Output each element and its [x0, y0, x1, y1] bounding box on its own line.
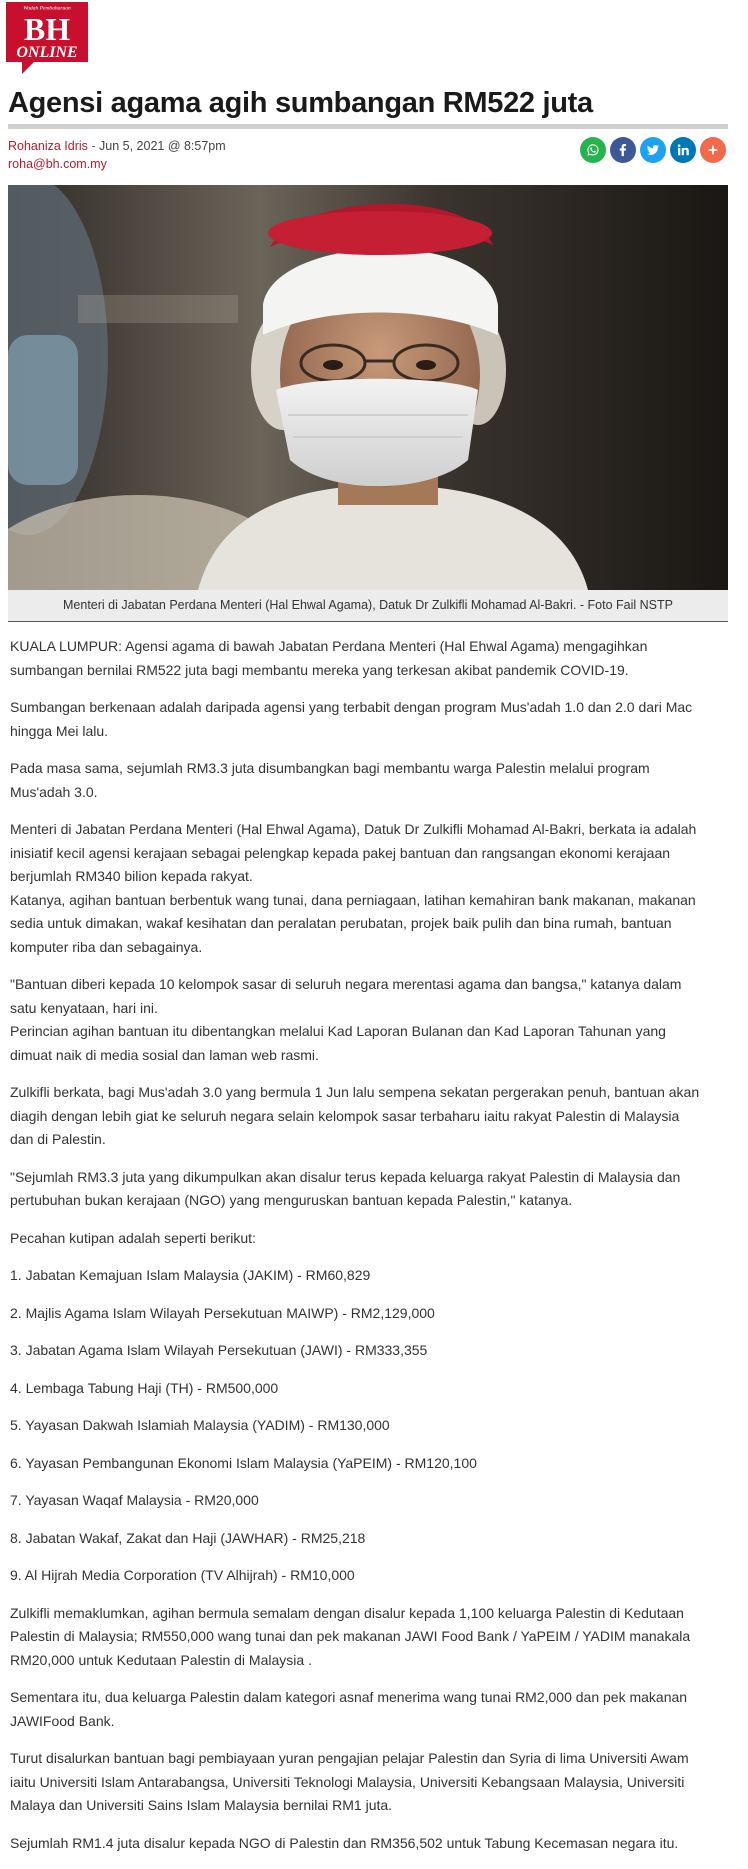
plus-icon [706, 143, 720, 157]
byline [8, 137, 226, 173]
paragraph: Zulkifli memaklumkan, agihan bermula semalam dengan disalur kepada 1,100 keluarga Palestin di Kedutaan Palestin di Malaysia; RM550,000 wang tunai dan pek makanan JAWI Food Bank / YaPEIM / YADIM manakala RM20,000 untuk Kedutaan Palestin di Malaysia . [10, 1604, 691, 1668]
paragraph: Turut disalurkan bantuan bagi pembiayaan yuran pengajian pelajar Palestin dan Syria di lima Universiti Awam iaitu Universiti Islam Antarabangsa, Universiti Teknologi Malaysia, Universiti Kebangsaan Malaysia, Universiti Malaya dan Universiti Sains Islam Malaysia bernilai RM1 juta. [10, 1750, 689, 1813]
paragraph: Pecahan kutipan adalah seperti berikut: [10, 1229, 256, 1246]
linkedin-icon [676, 143, 690, 157]
paragraph: Sumbangan berkenaan adalah daripada agensi yang terbabit dengan program Mus'adah 1.0 dan 2.0 dari Mac hingga Mei lalu. [10, 699, 693, 739]
list-item: 6. Yayasan Pembangunan Ekonomi Islam Malaysia (YaPEIM) - RM120,100 [10, 1454, 477, 1471]
list-item: 4. Lembaga Tabung Haji (TH) - RM500,000 [10, 1379, 279, 1396]
list-item: 3. Jabatan Agama Islam Wilayah Persekutuan (JAWI) - RM333,355 [10, 1342, 428, 1358]
list-item: 5. Yayasan Dakwah Islamiah Malaysia (YADIM) - RM130,000 [10, 1417, 390, 1433]
list-item: 7. Yayasan Waqaf Malaysia - RM20,000 [10, 1492, 259, 1508]
paragraph: KUALA LUMPUR: Agensi agama di bawah Jabatan Perdana Menteri (Hal Ehwal Agama) mengagihkan sumbangan bernilai RM522 juta bagi membantu mereka yang terkesan akibat pandemik COVID-19. [10, 638, 648, 678]
article-hero-image [8, 185, 728, 590]
list-item: 9. Al Hijrah Media Corporation (TV Alhijrah) - RM10,000 [10, 1567, 355, 1583]
logo-sub-text: ONLINE [16, 44, 78, 61]
logo-main-text: BH [23, 11, 71, 47]
more-share-button[interactable] [700, 137, 726, 163]
share-buttons [580, 137, 726, 163]
paragraph: Perincian agihan bantuan itu dibentangkan melalui Kad Laporan Bulanan dan Kad Laporan Tahunan yang dimuat naik di media sosial dan laman web rasmi. [10, 1023, 666, 1063]
paragraph: Sementara itu, dua keluarga Palestin dalam kategori asnaf menerima wang tunai RM2,000 dan pek makanan JAWIFood Bank. [10, 1689, 688, 1729]
list-item: 8. Jabatan Wakaf, Zakat dan Haji (JAWHAR) - RM25,218 [10, 1529, 366, 1546]
paragraph: "Sejumlah RM3.3 juta yang dikumpulkan akan disalur terus kepada keluarga rakyat Palestin di Malaysia dan pertubuhan bukan kerajaan (NGO) yang menguruskan bantuan kepada Palestin," katanya. [10, 1168, 681, 1208]
linkedin-share-button[interactable] [670, 137, 696, 163]
image-caption: Menteri di Jabatan Perdana Menteri (Hal Ehwal Agama), Datuk Dr Zulkifli Mohamad Al-Bakri. - Foto Fail NSTP [8, 590, 728, 622]
facebook-icon [616, 143, 630, 157]
facebook-share-button[interactable] [610, 137, 636, 163]
author-email[interactable]: roha@bh.com.my [8, 157, 107, 171]
paragraph: Menteri di Jabatan Perdana Menteri (Hal Ehwal Agama), Datuk Dr Zulkifli Mohamad Al-Bakri, berkata ia adalah inisiatif kecil agensi kerajaan sebagai pelengkap kepada pakej bantuan dan rangsangan ekonomi kerajaan berjumlah RM340 bilion kepada rakyat. [10, 821, 697, 884]
paragraph: "Bantuan diberi kepada 10 kelompok sasar di seluruh negara merentasi agama dan bangsa," katanya dalam satu kenyataan, hari ini. [10, 976, 682, 1016]
publish-date: Jun 5, 2021 @ 8:57pm [99, 139, 226, 153]
list-item: 1. Jabatan Kemajuan Islam Malaysia (JAKIM) - RM60,829 [10, 1267, 371, 1283]
article-title: Agensi agama agih sumbangan RM522 juta [8, 87, 593, 119]
bh-online-logo[interactable] [6, 2, 88, 78]
paragraph: Pada masa sama, sejumlah RM3.3 juta disumbangkan bagi membantu warga Palestin melalui program Mus'adah 3.0. [10, 760, 650, 800]
paragraph: Zulkifli berkata, bagi Mus'adah 3.0 yang bermula 1 Jun lalu sempena sekatan pergerakan penuh, bantuan akan diagih dengan lebih giat ke seluruh negara selain kelompok sasar terbaharu iaitu rakyat Palestin di Malaysia dan di Palestin. [10, 1084, 700, 1147]
whatsapp-share-button[interactable] [580, 137, 606, 163]
logo-graphic [6, 2, 88, 78]
paragraph: Sejumlah RM1.4 juta disalur kepada NGO di Palestin dan RM356,502 untuk Tabung Kecemasan negara itu. [10, 1834, 679, 1851]
logo-small-text: Wadah Pembaharuan [23, 5, 71, 12]
twitter-share-button[interactable] [640, 137, 666, 163]
article-body [10, 635, 700, 1869]
byline-separator: - [87, 139, 100, 153]
title-divider [8, 124, 728, 129]
paragraph: Katanya, agihan bantuan berbentuk wang tunai, dana perniagaan, latihan kemahiran bank makanan, makanan sedia untuk dimakan, wakaf kesihatan dan peralatan perubatan, projek baik pulih dan bina rumah, bantuan komputer riba dan sebagainya. [10, 891, 696, 955]
list-item: 2. Majlis Agama Islam Wilayah Persekutuan MAIWP) - RM2,129,000 [10, 1304, 435, 1321]
author-link[interactable]: Rohaniza Idris [8, 139, 88, 153]
whatsapp-icon [586, 143, 600, 157]
twitter-icon [646, 143, 660, 157]
